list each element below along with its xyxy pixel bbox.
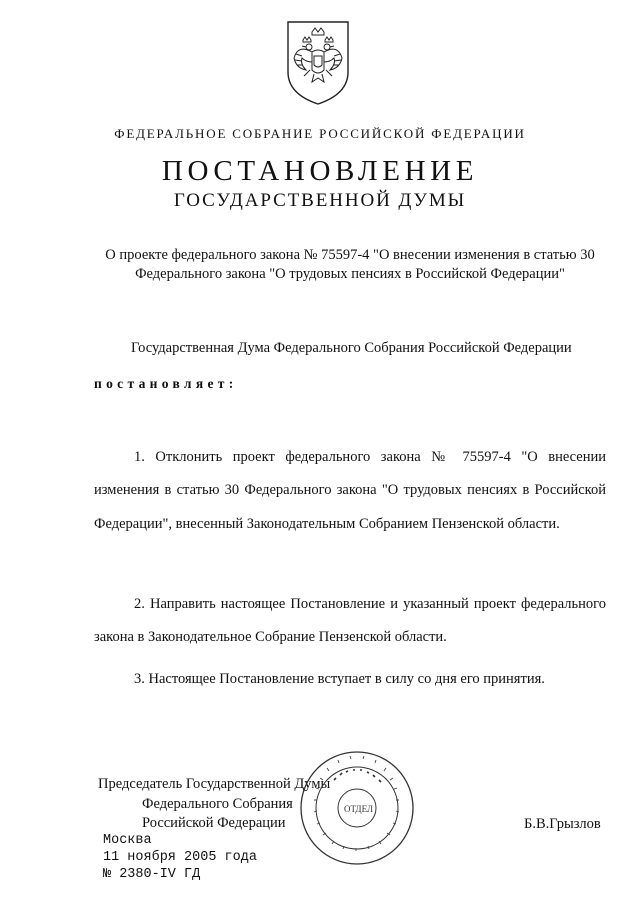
resolution-item (94, 663, 606, 696)
coat-of-arms-icon (282, 18, 354, 106)
signatory-title-line-1: Председатель Государственной Думы (98, 776, 331, 792)
document-number: № 2380-IV ГД (103, 867, 201, 882)
signatory-title-line-2: Федерального Собрания (142, 796, 293, 812)
resolution-item-text: 1. Отклонить проект федерального закона № 75597-4 "О внесении изменения в статью 30 Федерального закона "О трудовых пенсиях в Российской Федерации", внесенный Законодательным Собранием Пензенской области. (94, 449, 606, 532)
document-type-subtitle: ГОСУДАРСТВЕННОЙ ДУМЫ (173, 190, 467, 211)
resolution-item-text: 2. Направить настоящее Постановление и указанный проект федерального закона в Законодательное Собрание Пензенской области. (94, 596, 606, 646)
assembly-name: ФЕДЕРАЛЬНОЕ СОБРАНИЕ РОССИЙСКОЙ ФЕДЕРАЦИИ (114, 126, 526, 141)
resolution-item-text: 3. Настоящее Постановление вступает в силу со дня его принятия. (134, 671, 545, 687)
preamble: Государственная Дума Федерального Собрания Российской Федерации (131, 340, 572, 356)
svg-text:ОТДЕЛ: ОТДЕЛ (344, 804, 374, 814)
resolution-item (94, 588, 606, 655)
signing-date: 11 ноября 2005 года (103, 850, 257, 865)
stamp-seal-icon (298, 748, 416, 868)
place-of-signing: Москва (103, 833, 152, 848)
document-subject: О проекте федерального закона № 75597-4 "О внесении изменения в статью 30 Федерального закона "О трудовых пенсиях в Российской Федерации" (105, 247, 595, 282)
signatory-title-line-3: Российской Федерации (142, 815, 286, 831)
resolves-word: постановляет: (94, 376, 238, 391)
signatory-name: Б.В.Грызлов (524, 816, 601, 832)
document-type-title: ПОСТАНОВЛЕНИЕ (161, 155, 479, 187)
resolution-item (94, 441, 606, 541)
